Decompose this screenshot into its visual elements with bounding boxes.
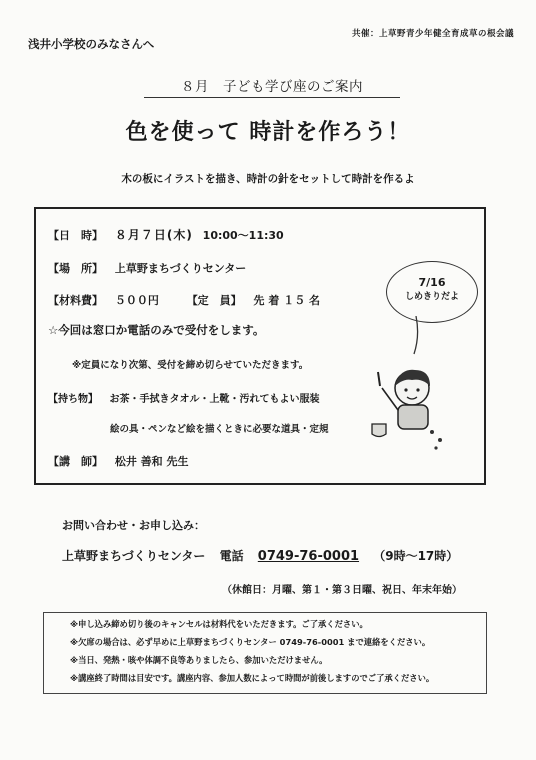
contact-hours: （9時～17時）: [373, 549, 459, 563]
deadline-date: 7/16: [418, 276, 446, 289]
capacity-label: 【定 員】: [186, 294, 242, 307]
child-painting-illustration: [360, 358, 460, 458]
page-title: 色を使って 時計を作ろう！: [125, 120, 411, 145]
note-item: ※講座終了時間は目安です。講座内容、参加人数によって時間が前後しますのでご了承ください。: [70, 673, 435, 683]
reception-note: ☆今回は窓口か電話のみで受付をします。: [48, 323, 265, 337]
bring-value-2: 絵の具・ペンなど絵を描くときに必要な道具・定規: [110, 424, 329, 435]
time-value: 10:00～11:30: [202, 229, 284, 242]
teacher-value: 松井 善和 先生: [114, 455, 189, 468]
bring-value: お茶・手拭きタオル・上靴・汚れてもよい服装: [109, 394, 320, 405]
lead-text: 木の板にイラストを描き、時計の針をセットして時計を作るよ: [121, 173, 415, 185]
deadline-bubble: [386, 261, 478, 323]
note-item: ※欠席の場合は、必ず早めに上草野まちづくりセンター 0749-76-0001 まで連絡をください。: [70, 637, 431, 647]
date-label: 【日 時】: [48, 229, 103, 242]
bring-label: 【持ち物】: [48, 394, 98, 405]
bubble-tail: [410, 316, 430, 356]
fee-row: [48, 292, 320, 308]
capacity-note: ※定員になり次第、受付を締め切らせていただきます。: [72, 360, 309, 371]
phone-number: 0749-76-0001: [257, 549, 360, 564]
place-value: 上草野まちづくりセンター: [114, 262, 247, 275]
contact-line: [62, 547, 468, 564]
capacity-value: 先 着 １５ 名: [253, 294, 321, 307]
recipient-line: 浅井小学校のみなさんへ: [28, 37, 155, 51]
fee-label: 【材料費】: [48, 294, 103, 307]
teacher-label: 【講 師】: [48, 455, 103, 468]
place-label: 【場 所】: [48, 262, 103, 275]
note-item: ※申し込み締め切り後のキャンセルは材料代をいただきます。ご了承ください。: [70, 619, 368, 629]
contact-center: 上草野まちづくりセンター: [62, 549, 206, 563]
teacher-row: [48, 453, 189, 469]
date-value: ８月７日(木): [114, 228, 193, 242]
place-row: [48, 260, 246, 276]
phone-label: 電話: [219, 549, 244, 563]
deadline-text: しめきりだよ: [404, 292, 459, 302]
fee-value: ５００円: [114, 294, 159, 307]
bring-row: [48, 390, 319, 405]
subtitle: ８月 子ども学び座のご案内: [144, 77, 400, 98]
note-item: ※当日、発熱・咳や体調不良等ありましたら、参加いただけません。: [70, 655, 328, 665]
closed-days: （休館日：月曜、第１・第３日曜、祝日、年末年始）: [222, 585, 462, 596]
contact-heading: お問い合わせ・お申し込み：: [62, 519, 205, 532]
date-row: [48, 226, 284, 243]
sponsor-line: 共催：上草野青少年健全育成草の根会議: [351, 29, 514, 39]
